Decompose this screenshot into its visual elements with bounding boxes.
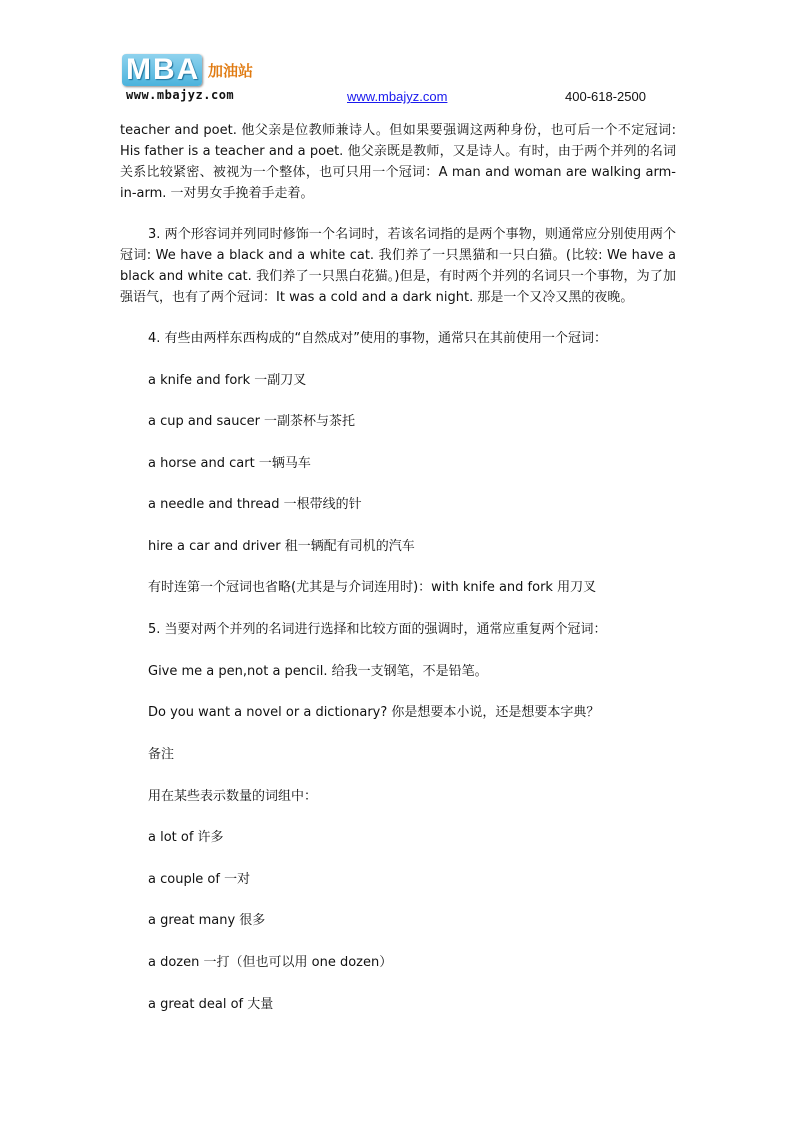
remark-heading: 备注: [148, 747, 175, 762]
example-line: a dozen 一打（但也可以用 one dozen）: [148, 955, 393, 970]
paragraph-2: 3. 两个形容词并列同时修饰一个名词时，若该名词指的是两个事物，则通常应分别使用两个冠词: We have a black and a white cat. 我们养了一只黑猫和一只白猫。(比较: We have a black and white cat. 我们养了一只黑白花猫。)但是，有时两个并列的名词只一个事物，为了加强语气，也有了两个冠词：It was a cold and a dark night. 那是一个又冷又黑的夜晚。: [120, 227, 676, 305]
logo-chinese-text: 加油站: [208, 62, 254, 80]
page-header: [0, 0, 794, 110]
rule-4-intro: 4. 有些由两样东西构成的“自然成对”使用的事物，通常只在其前使用一个冠词：: [148, 331, 608, 346]
logo-url-text: www.mbajyz.com: [126, 88, 235, 102]
example-line: Do you want a novel or a dictionary? 你是想要本小说，还是想要本字典？: [148, 705, 600, 720]
example-line: a knife and fork 一副刀叉: [148, 373, 307, 388]
quantity-intro: 用在某些表示数量的词组中：: [148, 789, 318, 804]
note-line: 有时连第一个冠词也省略(尤其是与介词连用时)：with knife and fork 用刀叉: [148, 580, 597, 595]
logo-badge: [122, 54, 202, 86]
example-line: hire a car and driver 租一辆配有司机的汽车: [148, 539, 415, 554]
logo-mba-text: MBA: [126, 53, 201, 86]
paragraph-1: teacher and poet. 他父亲是位教师兼诗人。但如果要强调这两种身份，也可后一个不定冠词: His father is a teacher and a poet. 他父亲既是教师，又是诗人。有时，由于两个并列的名词关系比较紧密、被视为一个整体，也可只用一个冠词：A man and woman are walking arm-in-arm. 一对男女手挽着手走着。: [120, 123, 676, 201]
site-link[interactable]: www.mbajyz.com: [347, 89, 448, 104]
phone-number: 400-618-2500: [565, 89, 646, 104]
example-line: a horse and cart 一辆马车: [148, 456, 311, 471]
rule-5-intro: 5. 当要对两个并列的名词进行选择和比较方面的强调时，通常应重复两个冠词：: [148, 622, 607, 637]
example-line: a great many 很多: [148, 913, 266, 928]
example-line: Give me a pen,not a pencil. 给我一支钢笔，不是铅笔。: [148, 664, 488, 679]
mba-logo[interactable]: [122, 54, 262, 106]
example-line: a lot of 许多: [148, 830, 224, 845]
example-line: a great deal of 大量: [148, 997, 274, 1012]
example-line: a cup and saucer 一副茶杯与茶托: [148, 414, 356, 429]
example-line: a needle and thread 一根带线的针: [148, 497, 362, 512]
example-line: a couple of 一对: [148, 872, 251, 887]
